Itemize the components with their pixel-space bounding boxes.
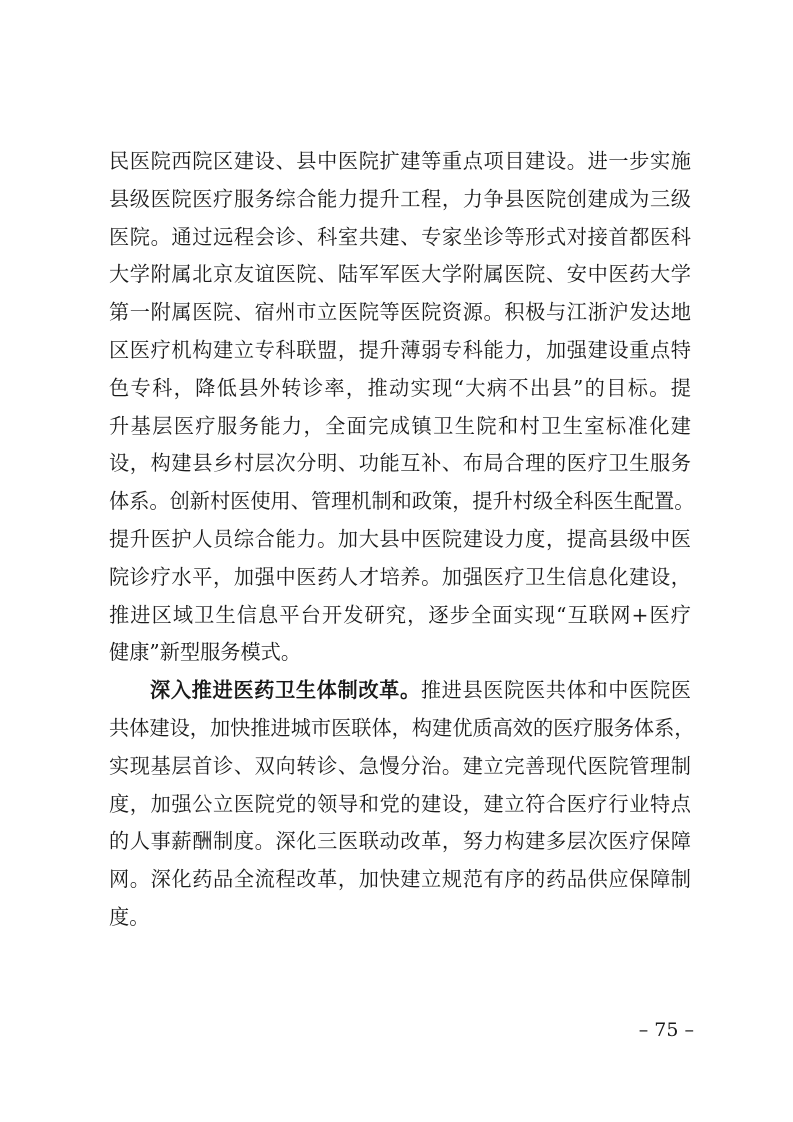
text-line: 设，构建县乡村层次分明、功能互补、布局合理的医疗卫生服务 [109, 451, 691, 476]
text-line: 度，加强公立医院党的领导和党的建设，建立符合医疗行业特点 [109, 791, 691, 816]
text-line: 推进区域卫生信息平台开发研究，逐步全面实现“互联网+医疗 [109, 602, 691, 627]
text-line: 医院。通过远程会诊、科室共建、专家坐诊等形式对接首都医科 [109, 224, 691, 249]
text-line: 院诊疗水平，加强中医药人才培养。加强医疗卫生信息化建设， [109, 564, 691, 589]
text-line: 体系。创新村医使用、管理机制和政策，提升村级全科医生配置。 [109, 489, 695, 514]
paragraph-heading: 深入推进医药卫生体制改革。 [150, 678, 421, 703]
text-line: 度。 [109, 904, 150, 929]
text-line [109, 672, 691, 710]
text-line: 大学附属北京友谊医院、陆军军医大学附属医院、安中医药大学 [109, 262, 691, 287]
text-line: 区医疗机构建立专科联盟，提升薄弱专科能力，加强建设重点特 [109, 337, 691, 362]
text-line: 共体建设，加快推进城市医联体，构建优质高效的医疗服务体系， [109, 715, 695, 740]
paragraph-medical-reform [109, 672, 695, 937]
text-line: 色专科，降低县外转诊率，推动实现“大病不出县”的目标。提 [109, 375, 691, 400]
text-line: 县级医院医疗服务综合能力提升工程，力争县医院创建成为三级 [109, 186, 691, 211]
text-line: 实现基层首诊、双向转诊、急慢分治。建立完善现代医院管理制 [109, 753, 691, 778]
text-line: 提升医护人员综合能力。加大县中医院建设力度，提高县级中医 [109, 526, 691, 551]
text-line: 升基层医疗服务能力，全面完成镇卫生院和村卫生室标准化建 [109, 413, 691, 438]
text-line: 第一附属医院、宿州市立医院等医院资源。积极与江浙沪发达地 [109, 300, 691, 325]
text-line: 健康”新型服务模式。 [109, 640, 302, 665]
text-line: 的人事薪酬制度。深化三医联动改革，努力构建多层次医疗保障 [109, 829, 691, 854]
body-text [109, 143, 695, 937]
text-line: 网。深化药品全流程改革，加快建立规范有序的药品供应保障制 [109, 867, 691, 892]
text-line: 民医院西院区建设、县中医院扩建等重点项目建设。进一步实施 [109, 149, 691, 173]
page-number: – 75 – [638, 1019, 694, 1041]
paragraph-healthcare-capacity [109, 143, 695, 672]
paragraph-text: 推进县医院医共体和中医院医 [420, 678, 691, 703]
